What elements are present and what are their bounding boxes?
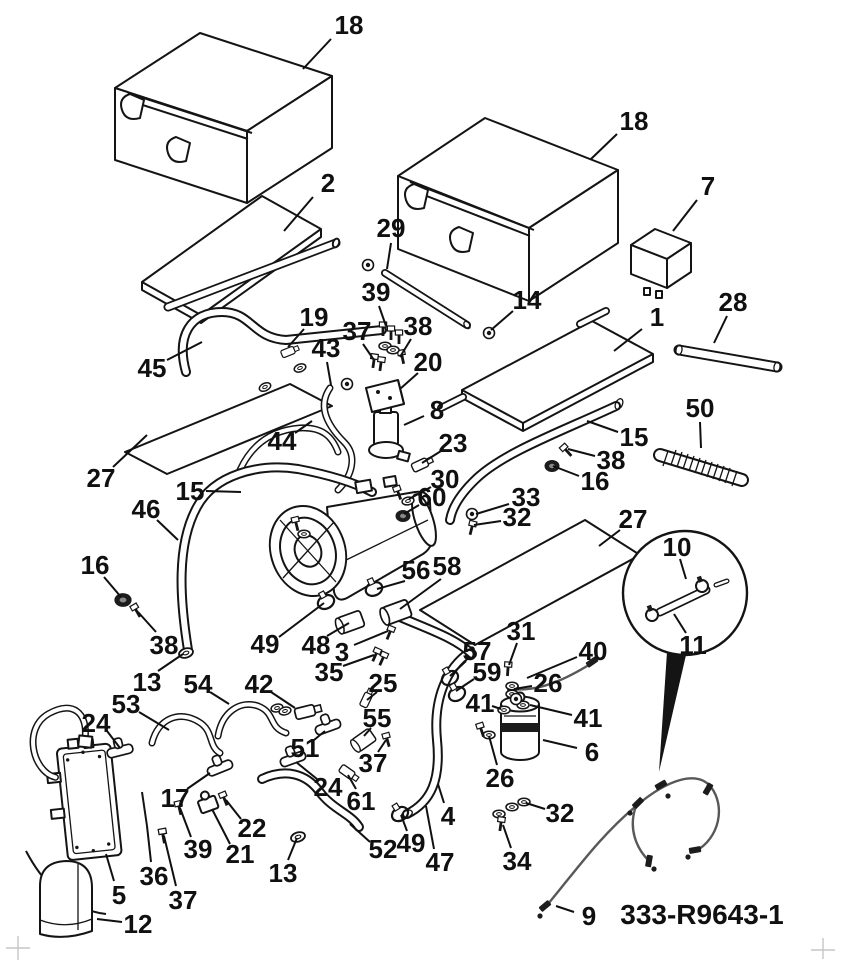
callout-label: 6 [584,737,600,767]
callout-label: 18 [619,106,649,136]
callout-51 [291,731,325,763]
hose-52 [262,773,359,827]
callout-label: 17 [160,783,190,813]
callout-32 [526,798,574,828]
callout-label: 38 [403,311,433,341]
callout-label: 57 [462,636,492,666]
callout-label: 61 [346,786,376,816]
callout-50 [686,393,715,448]
callout-label: 16 [80,550,110,580]
callout-label: 19 [299,302,329,332]
callout-label: 41 [465,688,495,718]
callout-label: 39 [183,834,213,864]
callout-label: 49 [396,828,426,858]
leader-line [591,134,617,159]
leader-line [138,612,156,632]
leader-line [206,491,241,492]
battery-box-top-left [115,33,332,203]
leader-line [714,316,727,343]
callout-label: 11 [679,630,707,660]
callout-label: 53 [111,689,141,719]
leader-line [599,530,620,546]
callout-label: 59 [472,657,502,687]
leader-line [426,806,434,849]
part-number: 333-R9643-1 [620,899,784,930]
callout-label: 4 [440,801,456,831]
callout-label: 42 [244,669,274,699]
battery-box-top-right [398,118,618,301]
callout-label: 47 [425,847,455,877]
callout-34 [503,825,532,876]
leader-line [556,906,574,912]
callout-label: 54 [183,669,213,699]
leader-line [503,825,511,848]
callout-label: 13 [268,858,298,888]
relay [631,229,691,298]
callout-5 [106,854,126,910]
callout-label: 60 [417,482,447,512]
callout-9 [556,901,596,931]
callout-label: 10 [662,532,692,562]
callout-29 [377,213,406,269]
callout-label: 48 [301,630,331,660]
callout-39 [180,808,212,864]
callout-label: 51 [290,733,320,763]
leader-line [210,692,229,704]
callout-label: 26 [485,763,515,793]
callout-20 [400,347,442,389]
leader-line [526,803,545,809]
callout-label: 58 [432,551,462,581]
leader-line [491,311,513,330]
leader-line [543,740,577,748]
callout-label: 7 [700,171,716,201]
leader-line [147,826,151,862]
callout-54 [184,669,229,704]
callout-label: 27 [618,504,648,534]
callout-label: 56 [401,555,431,585]
callout-label: 24 [81,708,111,738]
callout-37 [343,316,374,360]
callout-55 [363,703,392,736]
callout-41 [466,688,501,718]
callout-25 [367,668,397,700]
callout-label: 36 [139,861,169,891]
callout-label: 37 [358,748,388,778]
leader-line [700,422,701,448]
callout-label: 29 [376,213,406,243]
callout-label: 55 [362,703,392,733]
callout-label: 32 [502,502,532,532]
callout-label: 8 [429,395,445,425]
crop-marks [6,936,835,960]
callout-label: 24 [313,772,343,802]
leader-line [673,200,697,231]
callout-label: 37 [342,316,372,346]
callout-7 [673,171,715,231]
callout-label: 52 [368,834,398,864]
callout-label: 39 [361,277,391,307]
callout-31 [507,616,536,665]
callout-18 [303,10,363,69]
callout-label: 25 [368,668,398,698]
callout-45 [138,342,202,383]
callout-label: 49 [250,629,280,659]
leader-line [327,362,331,385]
leader-line [104,577,121,597]
callout-label: 41 [573,703,603,733]
callout-label: 21 [225,839,255,869]
callout-label: 5 [111,880,127,910]
callout-22 [226,800,266,843]
callout-label: 34 [502,846,532,876]
callout-label: 2 [320,168,336,198]
callout-43 [312,333,341,385]
callout-label: 16 [580,466,610,496]
callout-38 [138,612,178,660]
leader-line [404,416,424,425]
callout-16 [81,550,121,597]
callout-label: 40 [578,636,608,666]
callout-label: 33 [511,482,541,512]
leader-line [187,773,210,789]
callout-27 [599,504,647,546]
leader-line [113,435,147,467]
callout-label: 45 [137,353,167,383]
callout-6 [543,737,599,767]
callout-label: 20 [413,347,443,377]
callout-label: 18 [334,10,364,40]
callout-label: 43 [311,333,341,363]
leader-line [354,631,388,645]
leader-line [509,643,517,665]
leader-line [303,39,331,69]
callout-13 [269,838,298,888]
callout-61 [347,775,376,816]
callout-44 [268,421,312,456]
callout-label: 30 [430,464,460,494]
callout-14 [491,285,542,330]
callout-label: 35 [314,657,344,687]
callout-label: 46 [131,494,161,524]
callout-41 [530,703,602,733]
bracket-20 [366,380,404,412]
callout-8 [404,395,444,425]
callout-18 [591,106,648,159]
callout-32 [474,502,531,532]
callout-52 [350,824,397,864]
hose-4 [400,645,476,819]
callout-46 [132,494,178,540]
callout-4 [438,784,456,831]
leader-line [387,243,391,269]
leader-line [587,421,618,432]
leader-line [363,344,374,360]
callout-label: 15 [175,476,205,506]
callout-label: 14 [512,285,542,315]
leader-line [553,466,579,476]
ribbed-hose-50 [660,450,742,486]
callout-label: 26 [533,668,563,698]
leader-line [106,854,114,881]
hose-53 [152,717,220,753]
detail-pointer-wedge [659,652,686,772]
callout-label: 3 [334,637,350,667]
callout-28 [714,287,747,343]
callout-label: 22 [237,813,267,843]
cover-12 [40,861,92,937]
callout-label: 27 [86,463,116,493]
callout-label: 28 [718,287,748,317]
callout-label: 38 [149,630,179,660]
mounting-plate-1 [441,311,653,431]
callout-label: 1 [649,302,665,332]
callout-label: 38 [596,445,626,475]
callout-16 [553,466,609,496]
callout-label: 32 [545,798,575,828]
callout-label: 44 [267,426,297,456]
leader-line [474,521,501,525]
leader-line [97,919,122,922]
callout-23 [422,428,467,463]
callout-label: 15 [619,422,649,452]
callout-label: 50 [685,393,715,423]
callout-27 [87,435,147,493]
callout-label: 13 [132,667,162,697]
callout-label: 37 [168,885,198,915]
callout-label: 12 [123,909,153,939]
tube-28 [675,345,781,373]
callout-label: 9 [581,901,597,931]
callout-label: 23 [438,428,468,458]
callout-label: 31 [506,616,536,646]
leader-line [489,736,497,765]
